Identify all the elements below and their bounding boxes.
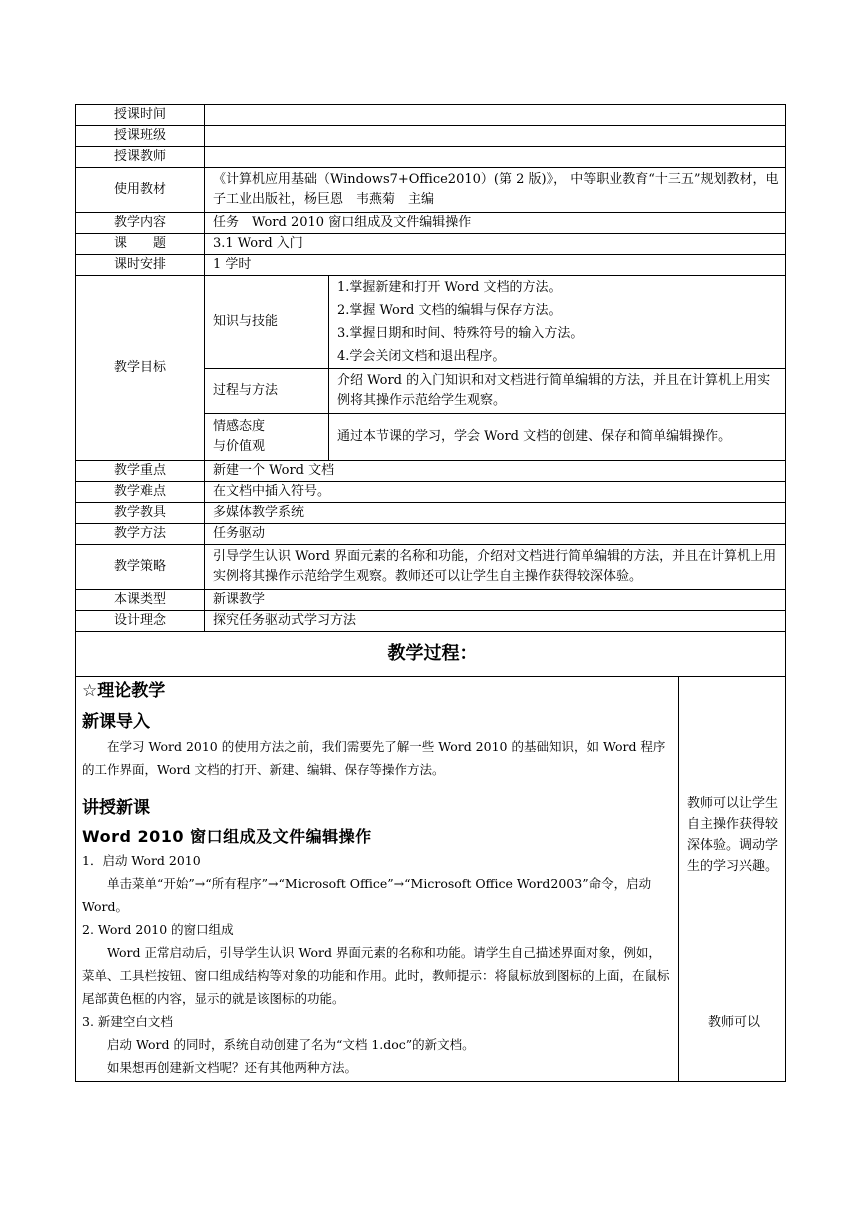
label-emotion [205, 414, 329, 461]
label-topic: 课 题 [76, 234, 205, 255]
intro-heading: 新课导入 [82, 712, 150, 732]
row-content [76, 213, 786, 234]
intro-text: 在学习 Word 2010 的使用方法之前，我们需要先了解一些 Word 2010 的基础知识，如 Word 程序的工作界面，Word 文档的打开、新建、编辑、保存等操作方法。 [82, 739, 666, 777]
step1-title: 1．启动 Word 2010 [82, 853, 201, 868]
label-strategy: 教学策略 [76, 545, 205, 590]
value-teacher [205, 147, 786, 168]
row-method [76, 524, 786, 545]
value-class [205, 126, 786, 147]
new-lesson-heading: 讲授新课 [82, 798, 150, 818]
value-hours: 1 学时 [205, 255, 786, 276]
value-topic: 3.1 Word 入门 [205, 234, 786, 255]
row-hours [76, 255, 786, 276]
notes-column [679, 677, 786, 1082]
label-textbook: 使用教材 [76, 168, 205, 213]
lesson-info-table [75, 104, 786, 632]
topic-heading: Word 2010 窗口组成及文件编辑操作 [82, 827, 372, 846]
theory-heading: ☆理论教学 [82, 681, 166, 701]
row-difficulty [76, 482, 786, 503]
knowledge-item: 3.掌握日期和时间、特殊符号的输入方法。 [337, 326, 584, 341]
label-emotion-line2: 与价值观 [213, 439, 266, 454]
value-textbook: 《计算机应用基础（Windows7+Office2010）(第 2 版)》， 中等职业教育“十三五”规划教材，电子工业出版社，杨巨恩 韦燕菊 主编 [205, 168, 786, 213]
step2-title: 2. Word 2010 的窗口组成 [82, 922, 234, 937]
value-strategy: 引导学生认识 Word 界面元素的名称和功能，介绍对文档进行简单编辑的方法，并且在计算机上用实例将其操作示范给学生观察。教师还可以让学生自主操作获得较深体验。 [205, 545, 786, 590]
row-strategy [76, 545, 786, 590]
lesson-plan-sheet [75, 104, 785, 1082]
label-knowledge: 知识与技能 [205, 276, 329, 369]
step3-text1: 启动 Word 的同时，系统自动创建了名为“文档 1.doc”的新文档。 [107, 1037, 475, 1052]
step2-text: Word 正常启动后，引导学生认识 Word 界面元素的名称和功能。请学生自己描述界面对象，例如，菜单、工具栏按钮、窗口组成结构等对象的功能和作用。此时，教师提示：将鼠标放到图标的上面，在鼠标尾部黄色框的内容，显示的就是该图标的功能。 [82, 945, 670, 1006]
value-difficulty: 在文档中插入符号。 [205, 482, 786, 503]
row-topic [76, 234, 786, 255]
label-concept: 设计理念 [76, 611, 205, 632]
row-time [76, 105, 786, 126]
row-process-body [76, 677, 786, 1082]
step3-text2: 如果想再创建新文档呢？还有其他两种方法。 [107, 1060, 358, 1075]
row-focus [76, 461, 786, 482]
row-concept [76, 611, 786, 632]
row-type [76, 590, 786, 611]
row-textbook [76, 168, 786, 213]
process-body [76, 677, 679, 1082]
label-difficulty: 教学难点 [76, 482, 205, 503]
value-time [205, 105, 786, 126]
row-objective-knowledge [76, 276, 786, 369]
label-time: 授课时间 [76, 105, 205, 126]
knowledge-item: 4.学会关闭文档和退出程序。 [337, 349, 506, 364]
row-tools [76, 503, 786, 524]
label-teacher: 授课教师 [76, 147, 205, 168]
label-content: 教学内容 [76, 213, 205, 234]
value-focus: 新建一个 Word 文档 [205, 461, 786, 482]
label-focus: 教学重点 [76, 461, 205, 482]
label-objectives: 教学目标 [76, 276, 205, 461]
value-type: 新课教学 [205, 590, 786, 611]
knowledge-item: 1.掌握新建和打开 Word 文档的方法。 [337, 280, 562, 295]
value-knowledge [329, 276, 786, 369]
step1-text: 单击菜单“开始”→“所有程序”→“Microsoft Office”→“Microsoft Office Word2003”命令，启动 Word。 [82, 876, 652, 914]
label-process-method: 过程与方法 [205, 369, 329, 414]
process-table [75, 631, 786, 1082]
row-process-title [76, 632, 786, 677]
value-process-method: 介绍 Word 的入门知识和对文档进行简单编辑的方法，并且在计算机上用实例将其操作示范给学生观察。 [329, 369, 786, 414]
label-class: 授课班级 [76, 126, 205, 147]
value-emotion: 通过本节课的学习，学会 Word 文档的创建、保存和简单编辑操作。 [329, 414, 786, 461]
value-content: 任务 Word 2010 窗口组成及文件编辑操作 [205, 213, 786, 234]
value-tools: 多媒体教学系统 [205, 503, 786, 524]
label-type: 本课类型 [76, 590, 205, 611]
row-teacher [76, 147, 786, 168]
label-hours: 课时安排 [76, 255, 205, 276]
label-method: 教学方法 [76, 524, 205, 545]
step3-title: 3. 新建空白文档 [82, 1014, 173, 1029]
value-method: 任务驱动 [205, 524, 786, 545]
label-emotion-line1: 情感态度 [213, 419, 266, 434]
row-class [76, 126, 786, 147]
note-1: 教师可以让学生自主操作获得较深体验。调动学生的学习兴趣。 [687, 796, 779, 874]
value-concept: 探究任务驱动式学习方法 [205, 611, 786, 632]
note-2: 教师可以 [707, 1015, 760, 1030]
process-title: 教学过程： [76, 632, 786, 677]
knowledge-item: 2.掌握 Word 文档的编辑与保存方法。 [337, 303, 562, 318]
label-tools: 教学教具 [76, 503, 205, 524]
